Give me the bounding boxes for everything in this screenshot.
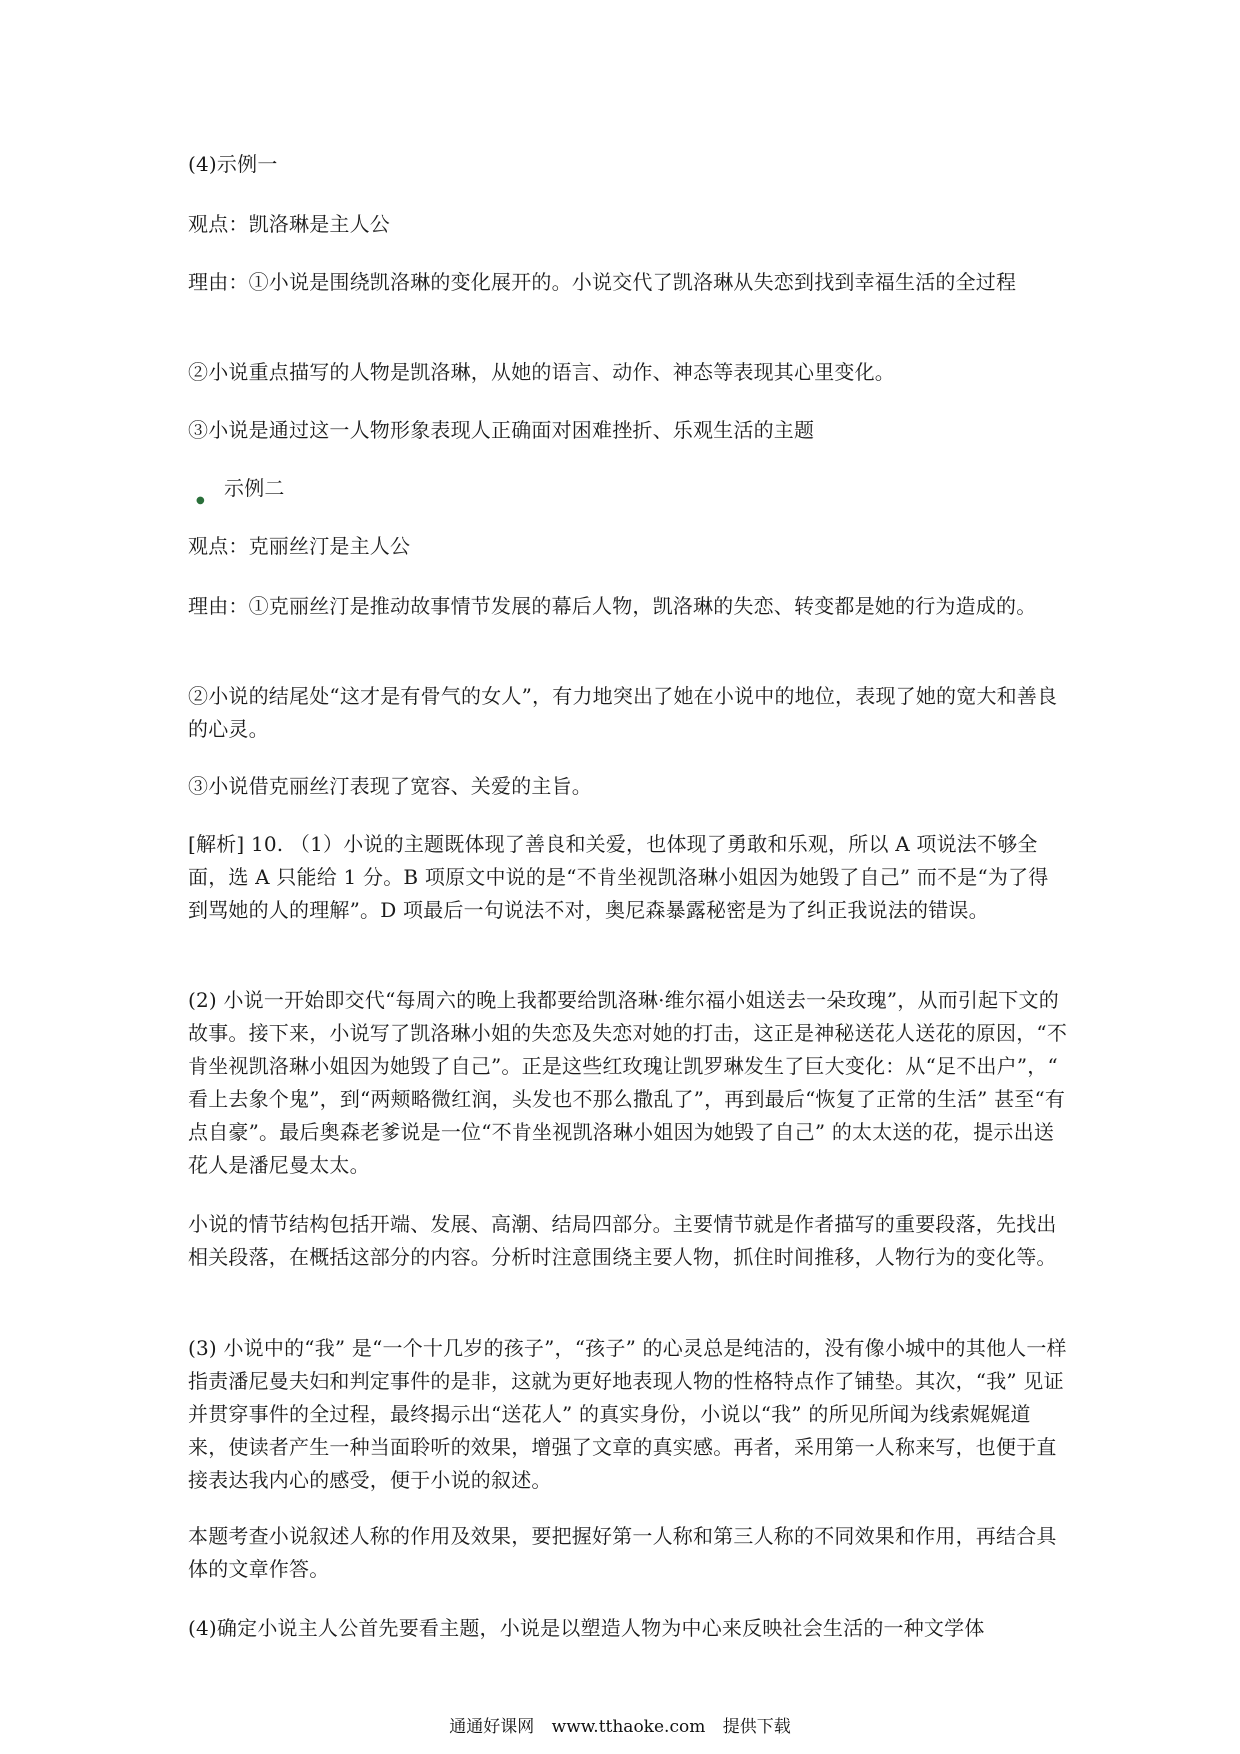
footer-note: 提供下载 [722,1717,791,1737]
paragraph-viewpoint-one: 观点：凯洛琳是主人公 [188,212,390,236]
paragraph-reason-two-1: 理由：①克丽丝汀是推动故事情节发展的幕后人物，凯洛琳的失恋、转变都是她的行为造成的。 [188,594,1037,618]
paragraph-plot-structure: 小说的情节结构包括开端、发展、高潮、结局四部分。主要情节就是作者描写的重要段落，先找出相关段落，在概括这部分的内容。分析时注意围绕主要人物，抓住时间推移，人物行为的变化等。 [188,1212,1057,1269]
paragraph-analysis-q1: [解析] 10. （1）小说的主题既体现了善良和关爱，也体现了勇敢和乐观，所以 A 项说法不够全面，选 A 只能给 1 分。B 项原文中说的是“不肯坐视凯洛琳小姐因为她毁了自己” 而不是“为了得到骂她的人的理解”。D 项最后一句说法不对，奥尼森暴露秘密是为了纠正我说法的错误。 [188,832,1049,922]
paragraph-analysis-q4: (4)确定小说主人公首先要看主题，小说是以塑造人物为中心来反映社会生活的一种文学体 [188,1616,985,1640]
paragraph-reason-one-2: ②小说重点描写的人物是凯洛琳，从她的语言、动作、神态等表现其心里变化。 [188,360,895,384]
bullet-dot-icon: ● [196,495,205,506]
paragraph-viewpoint-two: 观点：克丽丝汀是主人公 [188,534,411,558]
paragraph-analysis-q3: (3) 小说中的“我” 是“一个十几岁的孩子”，“孩子” 的心灵总是纯洁的，没有像小城中的其他人一样指责潘尼曼夫妇和判定事件的是非，这就为更好地表现人物的性格特点作了铺垫。其次，“我” 见证并贯穿事件的全过程，最终揭示出“送花人” 的真实身份，小说以“我” 的所见所闻为线索娓娓道来，使读者产生一种当面聆听的效果，增强了文章的真实感。再者，采用第一人称来写，也便于直接表达我内心的感受，便于小说的叙述。 [188,1336,1067,1492]
paragraph-analysis-q2: (2) 小说一开始即交代“每周六的晚上我都要给凯洛琳·维尔福小姐送去一朵玫瑰”，从而引起下文的故事。接下来，小说写了凯洛琳小姐的失恋及失恋对她的打击，这正是神秘送花人送花的原因，“不肯坐视凯洛琳小姐因为她毁了自己”。正是这些红玫瑰让凯罗琳发生了巨大变化：从“足不出户”，“ 看上去象个鬼”，到“两颊略微红润，头发也不那么撒乱了”，再到最后“恢复了正常的生活” 甚至“有点自豪”。最后奥森老爹说是一位“不肯坐视凯洛琳小姐因为她毁了自己” 的太太送的花，提示出送花人是潘尼曼太太。 [188,988,1068,1177]
paragraph-reason-one-1: 理由：①小说是围绕凯洛琳的变化展开的。小说交代了凯洛琳从失恋到找到幸福生活的全过程 [188,270,1017,294]
paragraph-example-one-heading: (4)示例一 [188,152,278,176]
footer-site-name: 通通好课网 [449,1717,535,1737]
footer-url[interactable]: www.tthaoke.com [551,1717,706,1737]
paragraph-example-two-heading: ● 示例二 [224,472,1068,505]
paragraph-reason-one-3: ③小说是通过这一人物形象表现人正确面对困难挫折、乐观生活的主题 [188,418,815,442]
paragraph-narrative-person: 本题考查小说叙述人称的作用及效果，要把握好第一人称和第三人称的不同效果和作用，再结合具体的文章作答。 [188,1524,1057,1581]
paragraph-reason-two-3: ③小说借克丽丝汀表现了宽容、关爱的主旨。 [188,774,592,798]
page-footer [0,1712,1240,1737]
paragraph-reason-two-2: ②小说的结尾处“这才是有骨气的女人”，有力地突出了她在小说中的地位，表现了她的宽大和善良的心灵。 [188,684,1058,741]
